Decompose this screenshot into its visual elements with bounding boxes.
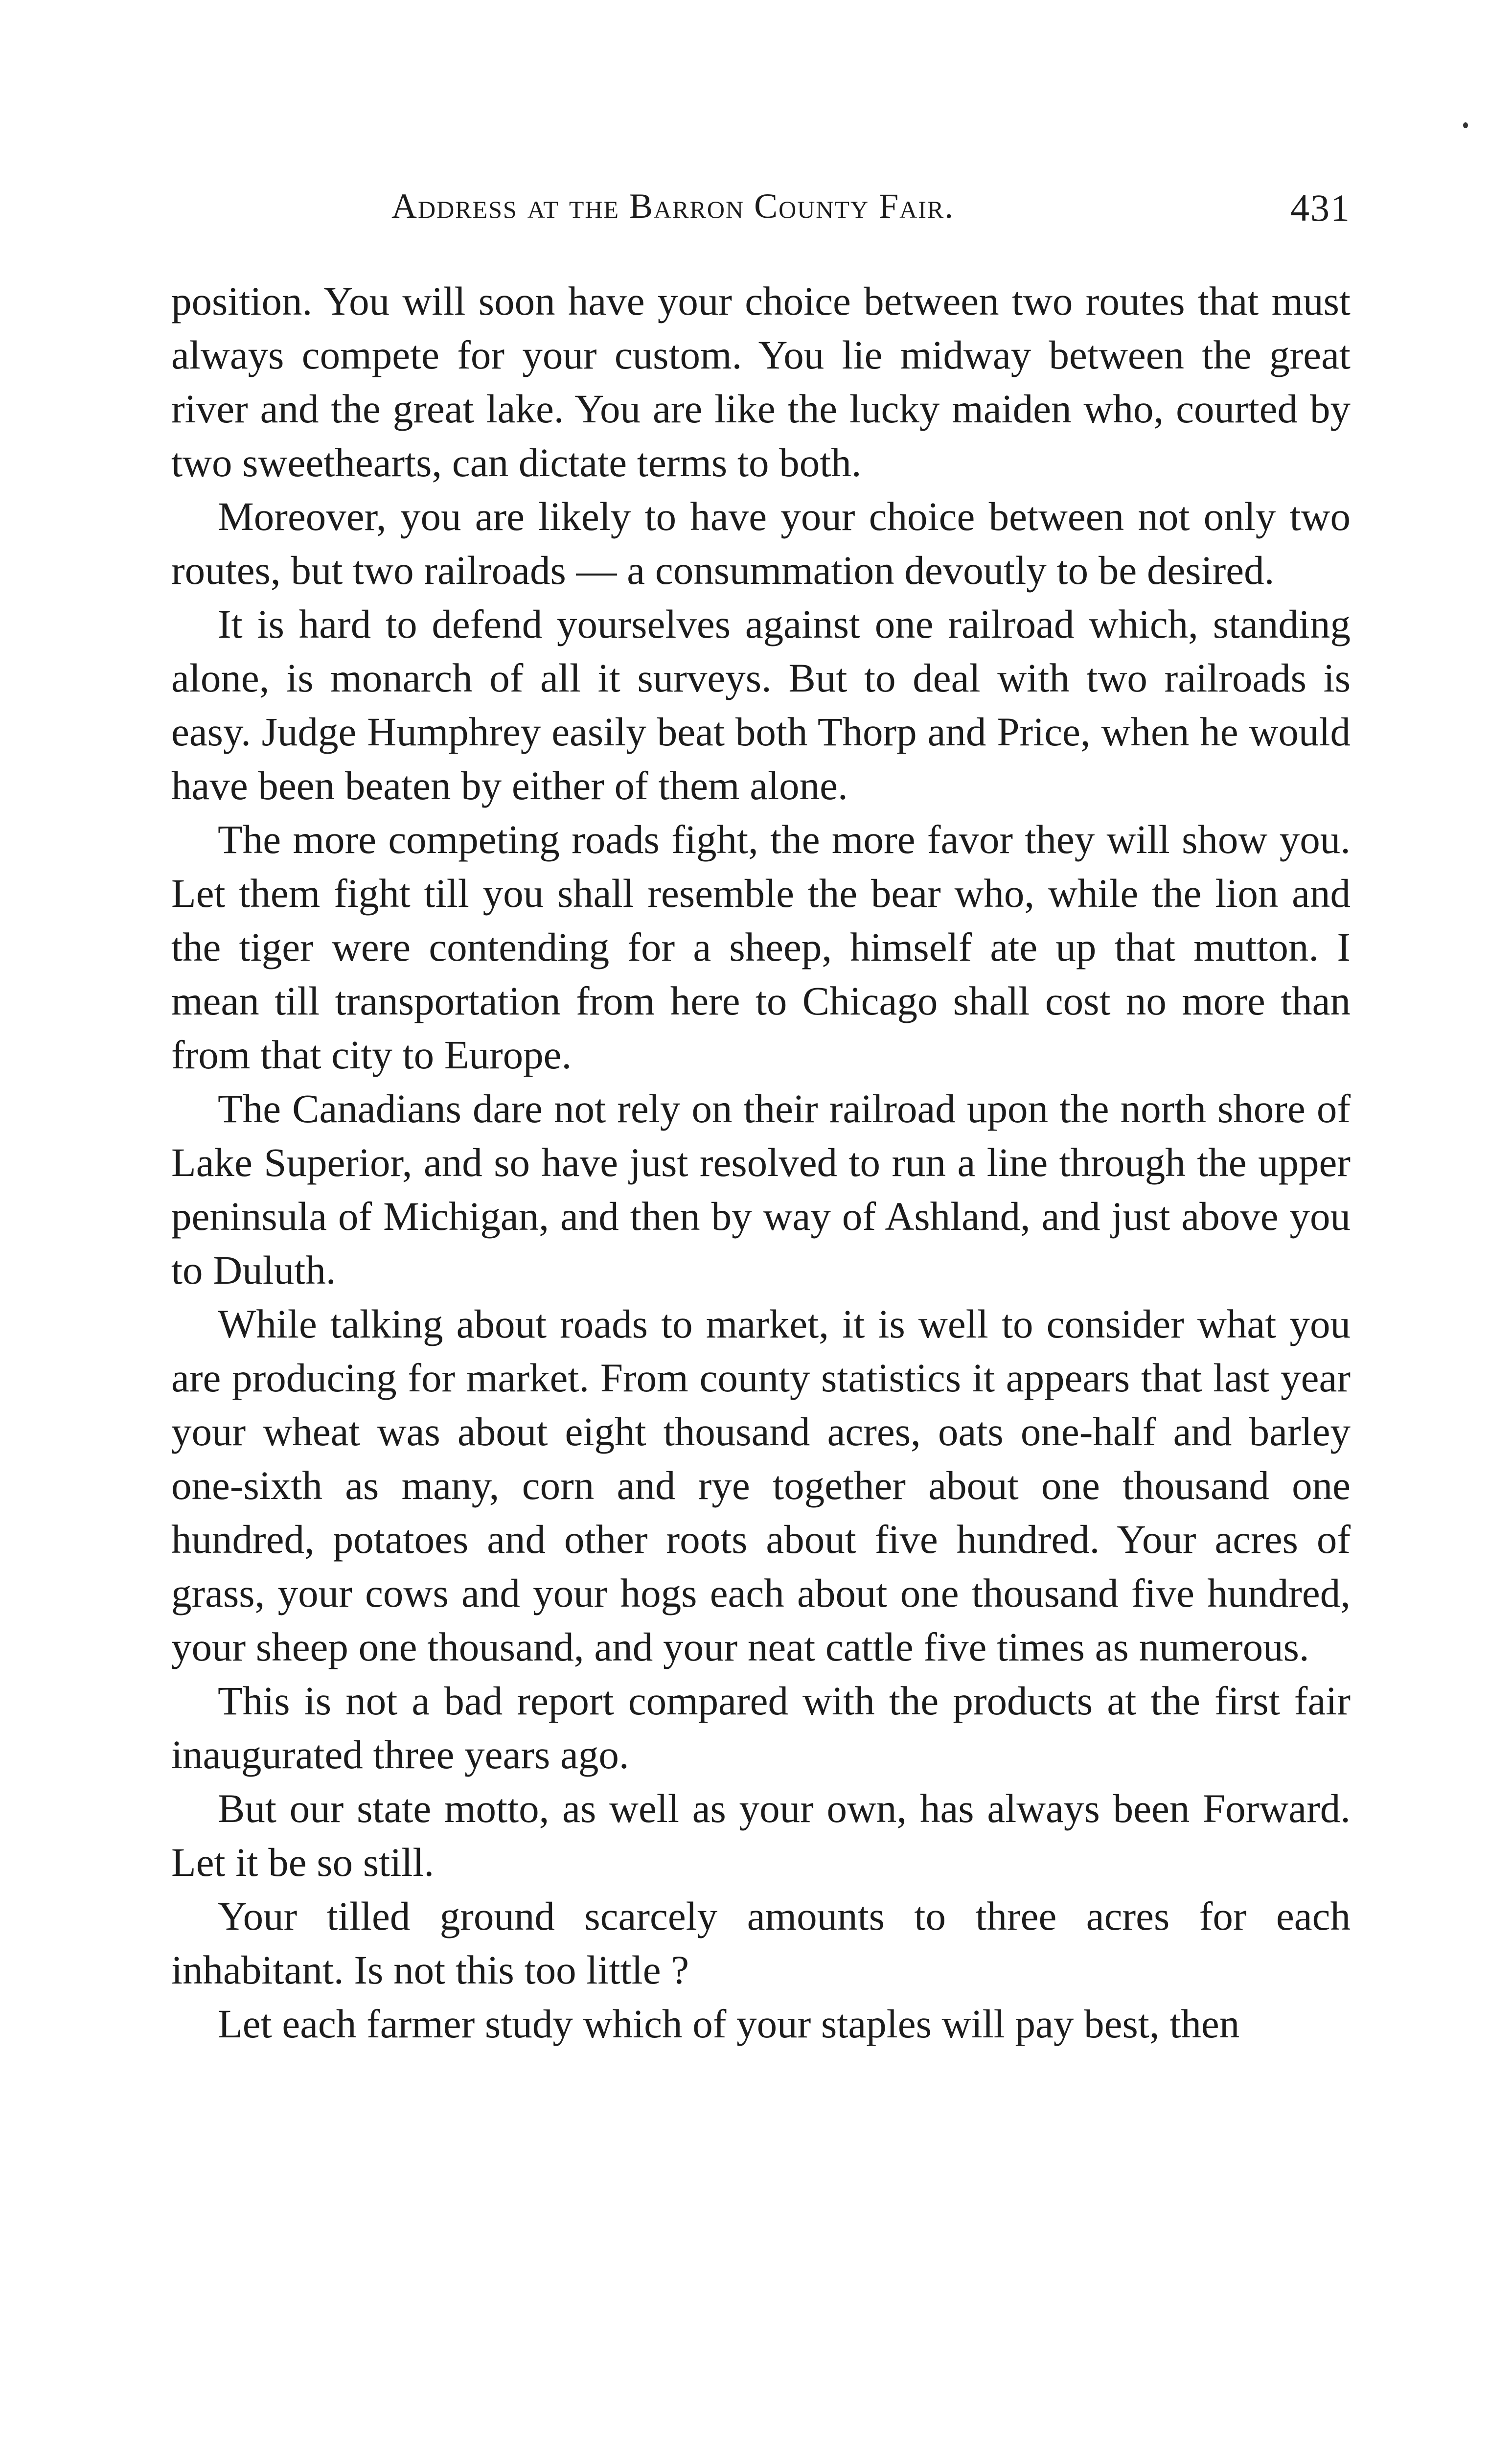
paragraph: While talking about roads to market, it is well to consider what you are producing for market. From county statistics it appears that last year your wheat was about eight thousand acres, oats one-half and barley one-sixth as many, corn and rye together about one thousand one hundred, potatoes and other roots about five hundred. Your acres of grass, your cows and your hogs each about one thousand five hundred, your sheep one thousand, and your neat cattle five times as numerous.	[171, 1301, 1351, 1669]
paragraph: Let each farmer study which of your staples will pay best, then	[218, 2001, 1240, 2046]
paragraph: Your tilled ground scarcely amounts to three acres for each inhabitant. Is not this too little ?	[171, 1893, 1351, 1992]
paragraph: But our state motto, as well as your own, has always been Forward. Let it be so still.	[171, 1786, 1351, 1885]
running-head	[171, 176, 1351, 250]
paragraph: The Canadians dare not rely on their railroad upon the north shore of Lake Superior, and so have just resolved to run a line through the upper peninsula of Michigan, and then by way of Ashland, and just above you to Duluth.	[171, 1086, 1351, 1293]
paragraph: Moreover, you are likely to have your choice between not only two routes, but two railroads — a consummation devoutly to be desired.	[171, 494, 1351, 593]
running-title: Address at the Barron County Fair.	[391, 186, 955, 226]
book-page	[171, 176, 1351, 2051]
body-text	[171, 274, 1351, 2051]
paragraph: The more competing roads fight, the more favor they will show you. Let them fight till you shall resemble the bear who, while the lion and the tiger were contending for a sheep, himself ate up that mutton. I mean till transportation from here to Chicago shall cost no more than from that city to Europe.	[171, 817, 1351, 1077]
paragraph: This is not a bad report compared with the products at the first fair inaugurated three years ago.	[171, 1678, 1351, 1777]
paragraph: position. You will soon have your choice between two routes that must always compete for your custom. You lie midway between the great river and the great lake. You are like the lucky maiden who, courted by two sweethearts, can dictate terms to both.	[171, 278, 1351, 485]
paragraph: It is hard to defend yourselves against one railroad which, standing alone, is monarch of all it surveys. But to deal with two railroads is easy. Judge Humphrey easily beat both Thorp and Price, when he would have been beaten by either of them alone.	[171, 601, 1351, 808]
page-number: 431	[1290, 186, 1351, 229]
print-speck	[1463, 122, 1468, 128]
